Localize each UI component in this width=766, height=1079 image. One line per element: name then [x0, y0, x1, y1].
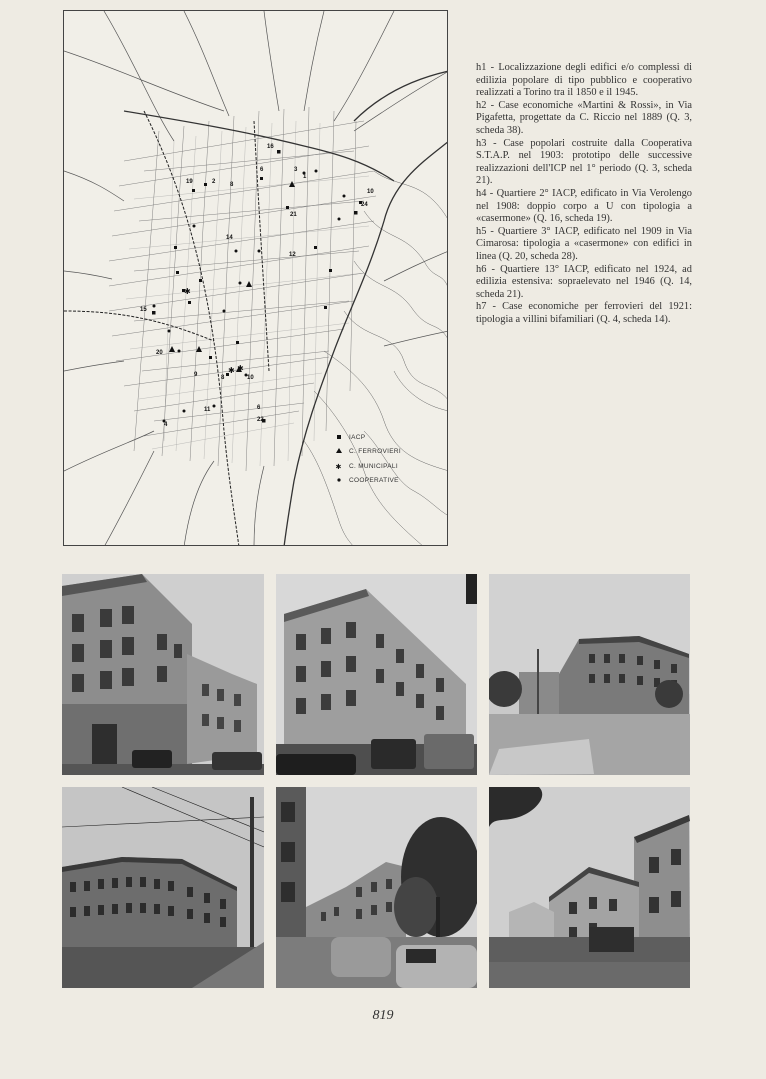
svg-text:16: 16: [267, 144, 274, 150]
svg-text:✱: ✱: [228, 366, 235, 375]
photo-h3: [276, 574, 477, 775]
caption-h3: h3 - Case popolari costruite dalla Cooperativa S.T.A.P. nel 1903: prototipo delle successive realizzazioni dell'ICP nel 1° periodo (Q. 3, scheda 21).: [476, 137, 692, 187]
legend-label: COOPERATIVE: [349, 477, 399, 484]
caption-h2: h2 - Case economiche «Martini & Rossi», in Via Pigafetta, progettate da C. Riccio nel 1889 (Q. 3, scheda 38).: [476, 99, 692, 136]
svg-text:14: 14: [226, 235, 233, 241]
photo-h5: [62, 787, 264, 988]
photo-h4: [489, 574, 690, 775]
svg-text:10: 10: [247, 375, 254, 381]
svg-text:6: 6: [257, 405, 261, 411]
svg-text:12: 12: [289, 252, 296, 258]
photo-h2: [62, 574, 264, 775]
svg-text:8: 8: [221, 375, 225, 381]
legend-square-icon: [337, 435, 341, 439]
svg-text:✱: ✱: [237, 364, 244, 373]
caption-h6: h6 - Quartiere 13° IACP, edificato nel 1924, ad edilizia estensiva: sopraelevato nel 1946 (Q. 14, scheda 21).: [476, 263, 692, 300]
caption-h4: h4 - Quartiere 2° IACP, edificato in Via Verolengo nel 1908: doppio corpo a U con tipologia a «casermone» (Q. 16, scheda 19).: [476, 187, 692, 225]
svg-text:20: 20: [156, 350, 163, 356]
svg-text:9: 9: [194, 372, 198, 378]
svg-text:15: 15: [140, 307, 147, 313]
svg-text:24: 24: [361, 202, 368, 208]
svg-text:19: 19: [186, 179, 193, 185]
turin-map: [64, 11, 448, 546]
svg-text:1: 1: [303, 174, 307, 180]
legend-dot-icon: [337, 478, 340, 481]
captions: [476, 62, 692, 326]
caption-h7: h7 - Case economiche per ferrovieri del 1921: tipologia a villini bifamiliari (Q. 4, scheda 14).: [476, 301, 692, 325]
map-figure: [63, 10, 448, 546]
legend-label: IACP: [349, 434, 366, 441]
svg-text:3: 3: [294, 167, 298, 173]
svg-text:22: 22: [257, 417, 264, 423]
page-number: 819: [372, 1008, 394, 1023]
legend-label: C. MUNICIPALI: [349, 463, 398, 470]
svg-text:2: 2: [212, 179, 216, 185]
svg-text:21: 21: [290, 212, 297, 218]
svg-text:4: 4: [164, 422, 168, 428]
svg-text:10: 10: [367, 189, 374, 195]
svg-text:✱: ✱: [184, 287, 191, 296]
svg-text:11: 11: [204, 407, 211, 413]
caption-h1: h1 - Localizzazione degli edifici e/o complessi di edilizia popolare di tipo pubblico e cooperativo realizzati a Torino tra il 1850 e il 1945.: [476, 62, 692, 99]
legend-star-icon: ✱: [335, 463, 342, 471]
legend-label: C. FERROVIERI: [349, 448, 401, 455]
svg-text:8: 8: [230, 182, 234, 188]
photo-h7: [489, 787, 690, 988]
caption-h5: h5 - Quartiere 3° IACP, edificato nel 1909 in Via Cimarosa: tipologia a «casermone» con edifici in linea (Q. 20, scheda 28).: [476, 225, 692, 262]
photo-h6: [276, 787, 477, 988]
svg-text:6: 6: [260, 167, 264, 173]
